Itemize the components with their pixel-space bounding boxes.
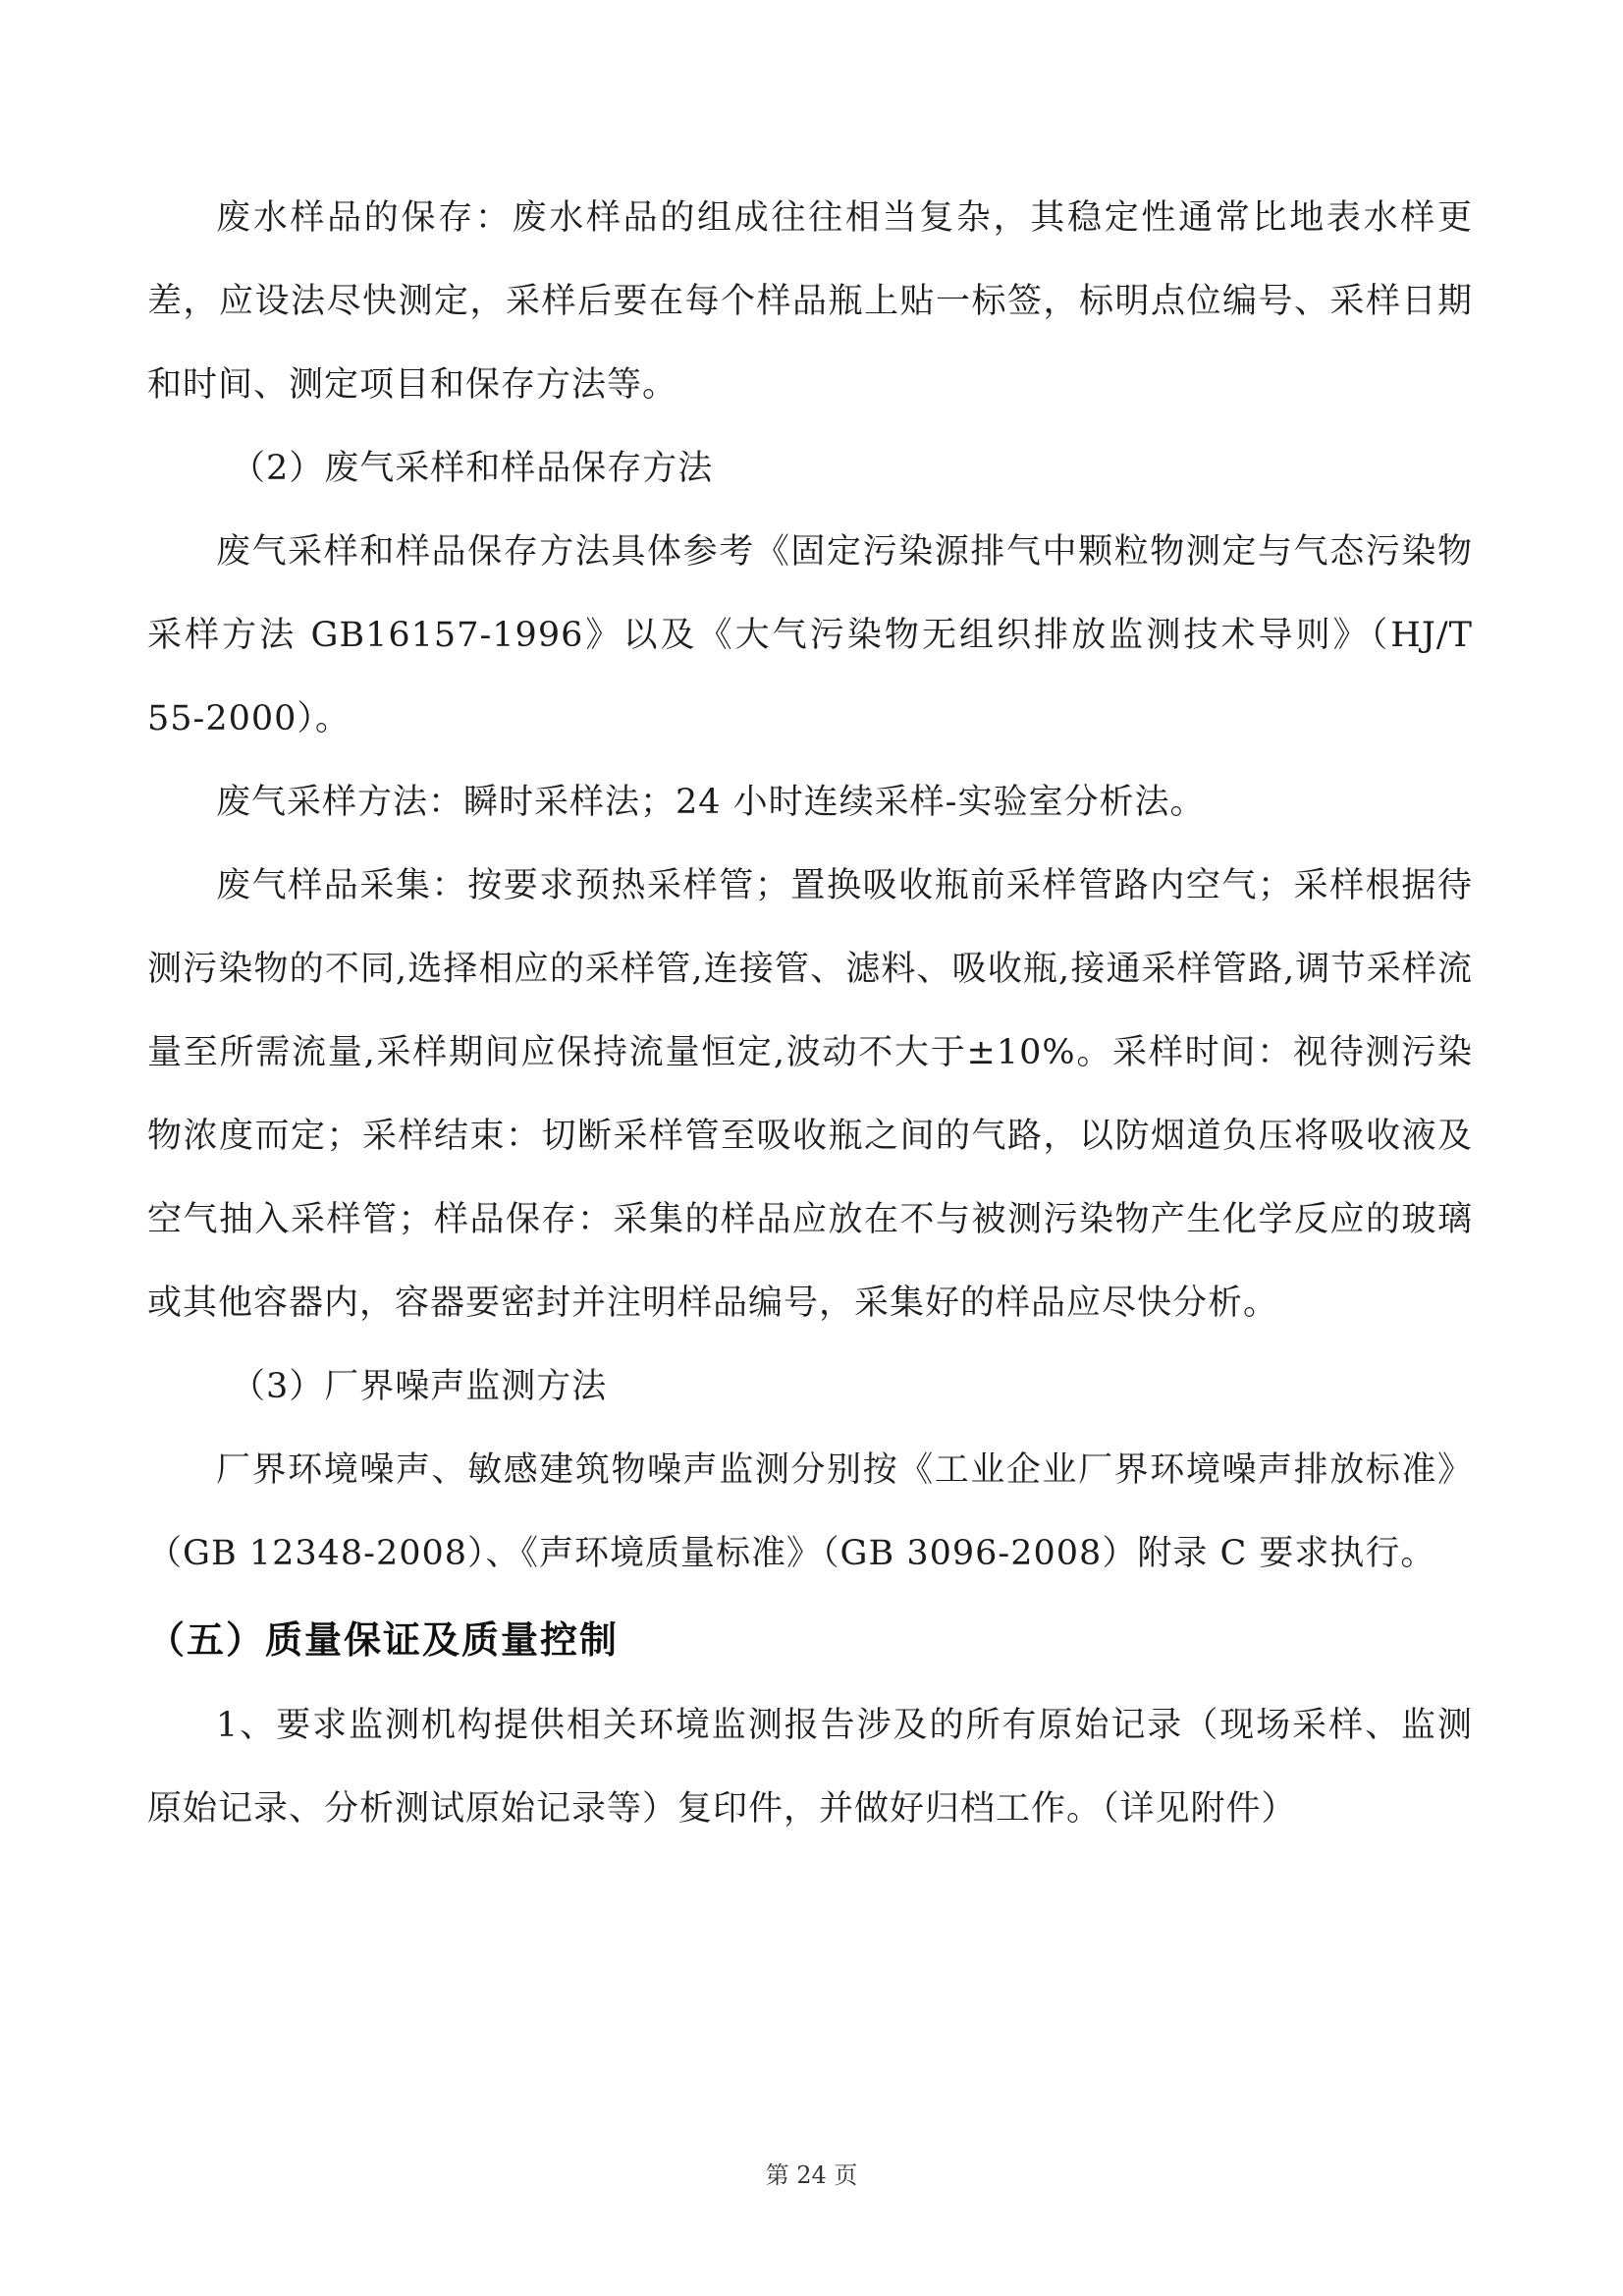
paragraph-waste-gas-reference: 废气采样和样品保存方法具体参考《固定污染源排气中颗粒物测定与气态污染物采样方法 GB16157-1996》以及《大气污染物无组织排放监测技术导则》（HJ/T 55-2000）。	[147, 532, 1473, 738]
subheading-boundary-noise: （3）厂界噪声监测方法	[231, 1367, 608, 1406]
subheading-waste-gas-sampling: （2）废气采样和样品保存方法	[231, 449, 714, 488]
paragraph-boundary-noise: 厂界环境噪声、敏感建筑物噪声监测分别按《工业企业厂界环境噪声排放标准》（GB 12348-2008）、《声环境质量标准》（GB 3096-2008）附录 C 要求执行。	[147, 1450, 1473, 1573]
paragraph-waste-gas-collection: 废气样品采集：按要求预热采样管；置换吸收瓶前采样管路内空气；采样根据待测污染物的不同,选择相应的采样管,连接管、滤料、吸收瓶,接通采样管路,调节采样流量至所需流量,采样期间应保持流量恒定,波动不大于±10%。采样时间：视待测污染物浓度而定；采样结束：切断采样管至吸收瓶之间的气路，以防烟道负压将吸收液及空气抽入采样管；样品保存：采集的样品应放在不与被测污染物产生化学反应的玻璃或其他容器内，容器要密封并注明样品编号，采集好的样品应尽快分析。	[147, 866, 1473, 1323]
paragraph-wastewater-storage: 废水样品的保存：废水样品的组成往往相当复杂，其稳定性通常比地表水样更差，应设法尽快测定，采样后要在每个样品瓶上贴一标签，标明点位编号、采样日期和时间、测定项目和保存方法等。	[147, 198, 1473, 405]
section-heading-quality-assurance: （五）质量保证及质量控制	[147, 1618, 620, 1662]
document-body	[147, 177, 1473, 1851]
page-number: 第 24 页	[765, 2161, 858, 2189]
paragraph-quality-records: 1、要求监测机构提供相关环境监测报告涉及的所有原始记录（现场采样、监测原始记录、分析测试原始记录等）复印件，并做好归档工作。（详见附件）	[147, 1706, 1473, 1829]
paragraph-waste-gas-method: 废气采样方法：瞬时采样法；24 小时连续采样-实验室分析法。	[216, 783, 1206, 822]
